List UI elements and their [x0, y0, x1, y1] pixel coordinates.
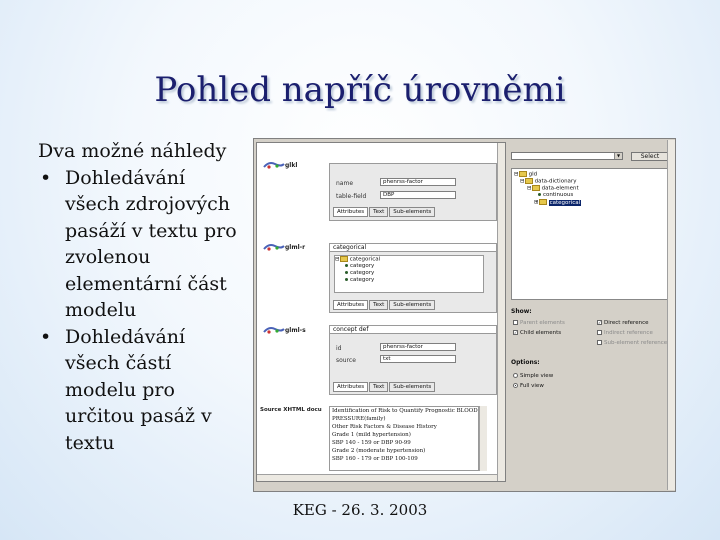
- field-row: [334, 191, 494, 200]
- collapse-icon[interactable]: ⊟: [520, 178, 525, 185]
- tab-sub-elements[interactable]: Sub-elements: [389, 300, 435, 310]
- tab-bar: [333, 207, 436, 216]
- source-line: SBP 160 - 179 or DBP 100-109: [332, 456, 418, 462]
- logo-glyph-icon: [263, 326, 285, 335]
- slide-footer: KEG - 26. 3. 2003: [292, 501, 428, 519]
- full-view-radio[interactable]: Full view: [513, 383, 544, 389]
- folder-icon: [519, 171, 527, 177]
- tab-attributes[interactable]: Attributes: [333, 300, 368, 310]
- tab-text[interactable]: Text: [369, 300, 388, 310]
- bullet-list: [38, 165, 243, 457]
- tab-sub-elements[interactable]: Sub-elements: [389, 207, 435, 217]
- field-label: table-field: [336, 193, 367, 200]
- tree-node[interactable]: category: [335, 277, 483, 284]
- tab-bar: [333, 382, 436, 391]
- field-label: name: [336, 180, 354, 187]
- expand-icon[interactable]: ⊞: [534, 199, 539, 206]
- options-section-title: Options:: [511, 359, 540, 366]
- category-tree[interactable]: [334, 255, 484, 293]
- source-line: Grade 1 (mild hypertension): [332, 432, 411, 438]
- model-vertical-scrollbar[interactable]: [497, 143, 505, 481]
- source-line: Identification of Risk to Quantify Prognostic BLOOD: [332, 408, 478, 414]
- bullet-text: Dohledávání všech zdrojových pasáží v textu pro zvolenou elementární část modelu: [65, 166, 237, 321]
- bullet-text: Dohledávání všech částí modelu pro určitou pasáž v textu: [65, 325, 212, 454]
- source-document-label: Source XHTML docu: [260, 407, 322, 413]
- application-window: [253, 138, 676, 492]
- element-tree[interactable]: [511, 168, 670, 300]
- folder-icon: [525, 178, 533, 184]
- field-label: source: [336, 357, 356, 364]
- collapse-icon[interactable]: ⊟: [527, 185, 532, 192]
- collapse-icon[interactable]: ⊟: [514, 171, 519, 178]
- select-button[interactable]: Select: [631, 152, 669, 161]
- bullet-item: [38, 165, 243, 324]
- tree-node[interactable]: category: [335, 270, 483, 277]
- element-combobox[interactable]: [511, 152, 623, 160]
- attributes-panel: [329, 163, 497, 221]
- bullet-dot-icon: •: [40, 325, 52, 348]
- bullet-lead: Dva možné náhledy: [38, 140, 227, 162]
- tab-attributes[interactable]: Attributes: [333, 207, 368, 217]
- simple-view-radio[interactable]: Simple view: [513, 373, 553, 379]
- component-glkl: [257, 159, 497, 234]
- radio-icon[interactable]: [513, 373, 518, 378]
- attributes-panel: [329, 325, 497, 395]
- navigation-pane: [511, 149, 674, 489]
- logo-name: glml-s: [285, 327, 306, 334]
- tree-node-selected[interactable]: ⊞ categorical: [534, 199, 581, 206]
- parent-elements-checkbox[interactable]: Parent elements: [513, 320, 565, 326]
- field-label: id: [336, 345, 342, 352]
- source-line: Grade 2 (moderate hypertension): [332, 448, 426, 454]
- bullet-dot-icon: •: [40, 166, 52, 189]
- tab-text[interactable]: Text: [369, 207, 388, 217]
- bullet-item: [38, 324, 243, 457]
- logo-glyph-icon: [263, 243, 285, 252]
- sub-element-reference-checkbox[interactable]: Sub-element reference: [597, 340, 667, 346]
- list-header: concept def: [330, 326, 496, 334]
- folder-icon: [340, 256, 348, 262]
- bullet-list-area: [38, 138, 243, 456]
- field-input[interactable]: phenrss-factor: [380, 178, 456, 186]
- window-vertical-scrollbar[interactable]: [667, 140, 675, 490]
- folder-icon: [539, 199, 547, 205]
- tab-bar: [333, 300, 436, 309]
- checkbox-icon[interactable]: [597, 330, 602, 335]
- child-elements-checkbox[interactable]: ✓ Child elements: [514, 330, 562, 336]
- field-input[interactable]: DBP: [380, 191, 456, 199]
- glml-s-logo: [263, 324, 311, 338]
- tree-node[interactable]: ⊟ data-element: [527, 185, 579, 192]
- source-text-pane[interactable]: [329, 406, 479, 471]
- glkl-logo: [263, 159, 311, 173]
- component-glml-s: [257, 321, 497, 396]
- checkbox-icon[interactable]: [513, 320, 518, 325]
- checkmark-icon[interactable]: ✓: [598, 320, 602, 325]
- show-section-title: Show:: [511, 308, 532, 315]
- source-vertical-scrollbar[interactable]: [479, 406, 487, 471]
- source-line: SBP 140 - 159 or DBP 90-99: [332, 440, 411, 446]
- checkbox-icon[interactable]: [597, 340, 602, 345]
- folder-icon: [532, 185, 540, 191]
- leaf-icon: [345, 271, 348, 274]
- tree-node[interactable]: category: [335, 263, 483, 270]
- expand-icon[interactable]: ⊟: [335, 256, 340, 263]
- logo-name: glkl: [285, 162, 298, 169]
- model-pane: [256, 142, 506, 482]
- component-glml-r: [257, 239, 497, 314]
- tree-node[interactable]: ⊟ data-dictionary: [520, 178, 577, 185]
- leaf-icon: [345, 278, 348, 281]
- dropdown-arrow-icon[interactable]: ▼: [614, 153, 622, 159]
- field-row: [334, 178, 494, 187]
- source-line: PRESSURE(family): [332, 416, 386, 422]
- field-row: [334, 355, 494, 364]
- tree-node[interactable]: ⊟ categorical: [335, 256, 381, 263]
- field-input[interactable]: phenrss-factor: [380, 343, 456, 351]
- glml-r-logo: [263, 241, 311, 255]
- tab-sub-elements[interactable]: Sub-elements: [389, 382, 435, 392]
- list-panel: [329, 243, 497, 313]
- direct-reference-checkbox[interactable]: ✓ Direct reference: [598, 320, 649, 326]
- logo-name: glml-r: [285, 244, 306, 251]
- radio-selected-icon[interactable]: [513, 383, 518, 388]
- checkmark-icon[interactable]: ✓: [514, 330, 518, 335]
- tree-node[interactable]: continuous: [538, 192, 573, 199]
- model-horizontal-scrollbar[interactable]: [257, 474, 497, 482]
- field-row: [334, 343, 494, 352]
- logo-glyph-icon: [263, 161, 285, 170]
- field-input[interactable]: txt: [380, 355, 456, 363]
- leaf-icon: [538, 193, 541, 196]
- tab-text[interactable]: Text: [369, 382, 388, 392]
- list-header: categorical: [330, 244, 496, 252]
- tab-attributes[interactable]: Attributes: [333, 382, 368, 392]
- leaf-icon: [345, 264, 348, 267]
- slide-title: Pohled napříč úrovněmi: [154, 70, 566, 110]
- indirect-reference-checkbox[interactable]: Indirect reference: [597, 330, 653, 336]
- source-line: Other Risk Factors & Disease History: [332, 424, 437, 430]
- tree-node[interactable]: ⊟ gld: [514, 171, 538, 178]
